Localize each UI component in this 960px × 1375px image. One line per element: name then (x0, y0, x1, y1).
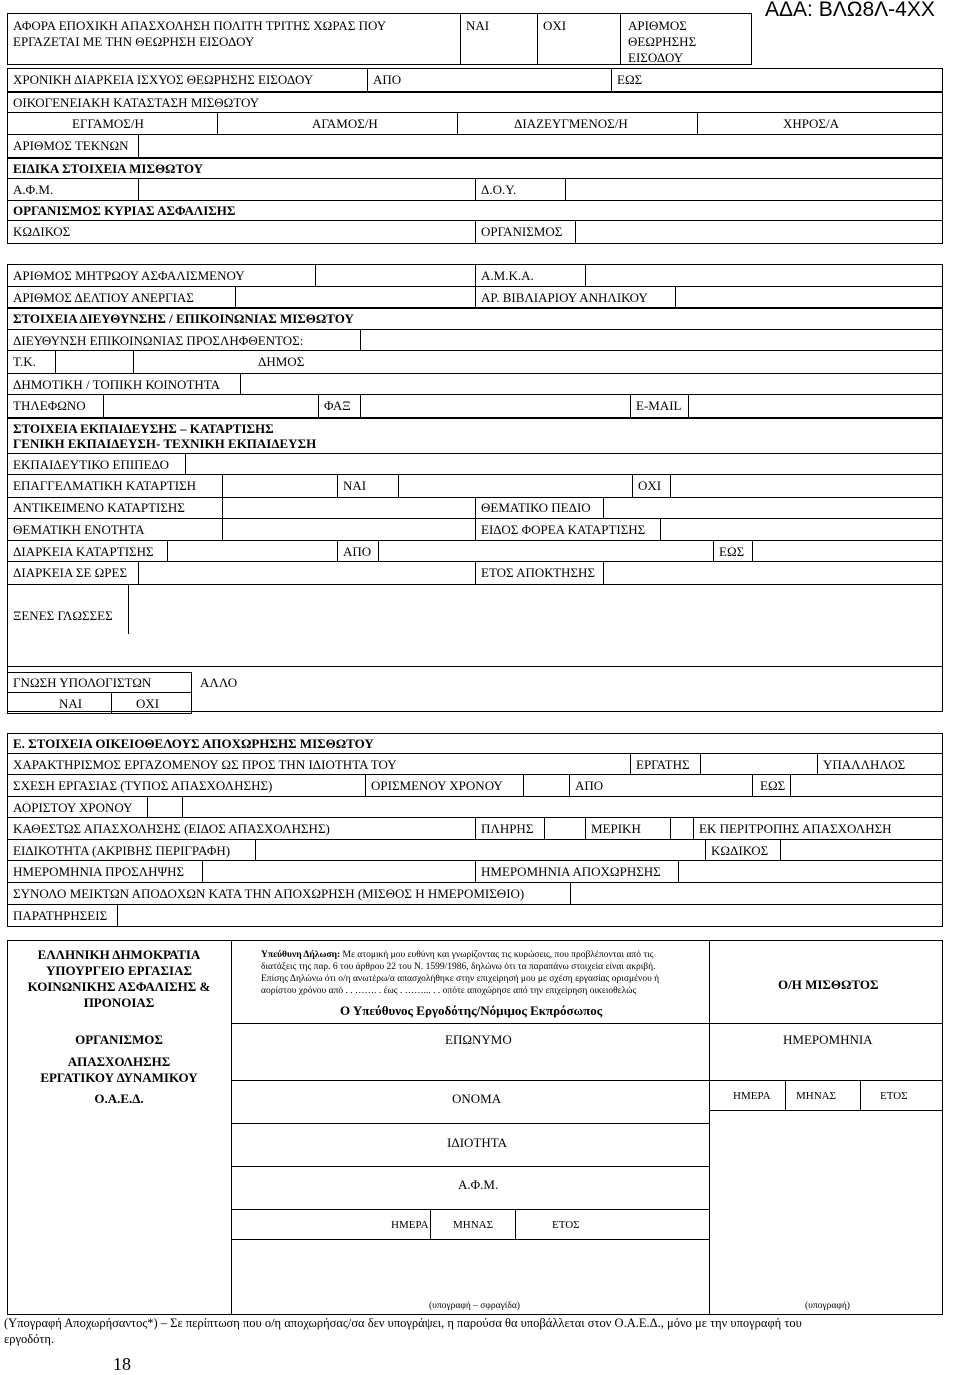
registry-label: ΑΡΙΘΜΟΣ ΜΗΤΡΩΟΥ ΑΣΦΑΛΙΣΜΕΝΟΥ (13, 268, 245, 283)
ministry-line-3: ΚΟΙΝΩΝΙΚΗΣ ΑΣΦΑΛΙΣΗΣ & (27, 979, 211, 994)
specialty-label: ΕΙΔΙΚΟΤΗΤΑ (ΑΚΡΙΒΗΣ ΠΕΡΙΓΡΑΦΗ) (13, 843, 231, 858)
hire-date-label: ΗΜΕΡΟΜΗΝΙΑ ΠΡΟΣΛΗΨΗΣ (13, 864, 185, 879)
address-title: ΣΤΟΙΧΕΙΑ ΔΙΕΥΘΥΝΣΗΣ / ΕΠΙΚΟΙΝΩΝΙΑΣ ΜΙΣΘΩΤΟΥ (13, 311, 354, 326)
vocational-label: ΕΠΑΓΓΕΛΜΑΤΙΚΗ ΚΑΤΑΡΤΙΣΗ (13, 478, 197, 493)
languages-label: ΞΕΝΕΣ ΓΛΩΣΣΕΣ (13, 608, 113, 623)
oaed-block (7, 1032, 231, 1107)
contact-label: ΔΙΕΥΘΥΝΣΗ ΕΠΙΚΟΙΝΩΝΙΑΣ ΠΡΟΣΛΗΦΘΕΝΤΟΣ: (13, 333, 304, 348)
declaration-heading: Υπεύθυνη Δήλωση: (261, 950, 341, 960)
email-label: E-MAIL (636, 398, 682, 413)
org-line-2: ΑΠΑΣΧΟΛΗΣΗΣ (67, 1054, 171, 1069)
doy-label: Δ.Ο.Υ. (481, 182, 517, 197)
code-label: ΚΩΔΙΚΟΣ (13, 224, 71, 239)
header-yes: ΝΑΙ (466, 18, 490, 33)
training-to-label: ΕΩΣ (719, 544, 745, 559)
part-time-option: ΜΕΡΙΚΗ (591, 821, 641, 836)
field-label: ΘΕΜΑΤΙΚΟ ΠΕΔΙΟ (481, 500, 591, 515)
education-subtitle: ΓΕΝΙΚΗ ΕΚΠΑΙΔΕΥΣΗ- ΤΕΧΝΙΚΗ ΕΚΠΑΙΔΕΥΣΗ (13, 436, 317, 451)
org-line-1: ΟΡΓΑΝΙΣΜΟΣ (75, 1032, 163, 1047)
departure-title: Ε. ΣΤΟΙΧΕΙΑ ΟΙΚΕΙΟΘΕΛΟΥΣ ΑΠΟΧΩΡΗΣΗΣ ΜΙΣΘΩΤΟΥ (13, 736, 374, 751)
municipality-label: ΔΗΜΟΣ (258, 354, 305, 369)
insurance-title: ΟΡΓΑΝΙΣΜΟΣ ΚΥΡΙΑΣ ΑΣΦΑΛΙΣΗΣ (13, 203, 236, 218)
remarks-label: ΠΑΡΑΤΗΡΗΣΕΙΣ (13, 908, 108, 923)
single-option: ΑΓΑΜΟΣ/Η (312, 116, 378, 131)
header-title: ΑΦΟΡΑ ΕΠΟΧΙΚΗ ΑΠΑΣΧΟΛΗΣΗ ΠΟΛΙΤΗ ΤΡΙΤΗΣ ΧΩΡΑΣ ΠΟΥ (13, 18, 387, 33)
visa-to-label: ΕΩΣ (617, 72, 643, 87)
visa-number-label-3: ΕΙΣΟΔΟΥ (628, 50, 684, 65)
signature-caption: (υπογραφή) (805, 1301, 850, 1311)
computer-yes: ΝΑΙ (59, 696, 83, 711)
specialty-code-label: ΚΩΔΙΚΟΣ (711, 843, 769, 858)
visa-number-label-2: ΘΕΩΡΗΣΗΣ (628, 34, 697, 49)
employer-signature-title: Ο Υπεύθυνος Εργοδότης/Νόμιμος Εκπρόσωπος (340, 1003, 603, 1018)
surname-label: ΕΠΩΝΥΜΟ (445, 1032, 512, 1047)
capacity-label: ΙΔΙΟΤΗΤΑ (447, 1135, 508, 1150)
ministry-block (7, 947, 231, 1011)
visa-number-label: ΑΡΙΘΜΟΣ (628, 18, 687, 33)
employee-date-label: ΗΜΕΡΟΜΗΝΙΑ (783, 1032, 873, 1047)
footer-afm-label: Α.Φ.Μ. (458, 1177, 499, 1192)
hours-label: ΔΙΑΡΚΕΙΑ ΣΕ ΩΡΕΣ (13, 565, 128, 580)
leave-date-label: ΗΜΕΡΟΜΗΝΙΑ ΑΠΟΧΩΡΗΣΗΣ (481, 864, 661, 879)
employee-title: Ο/Η ΜΙΣΘΩΤΟΣ (778, 977, 879, 992)
relation-from-label: ΑΠΟ (575, 778, 604, 793)
fax-label: ΦΑΞ (324, 398, 351, 413)
education-title: ΣΤΟΙΧΕΙΑ ΕΚΠΑΙΔΕΥΣΗΣ – ΚΑΤΑΡΤΙΣΗΣ (13, 421, 274, 436)
widowed-option: ΧΗΡΟΣ/Α (783, 116, 839, 131)
employer-day-label: ΗΜΕΡΑ (391, 1219, 429, 1231)
subject-label: ΑΝΤΙΚΕΙΜΕΝΟ ΚΑΤΑΡΤΙΣΗΣ (13, 500, 185, 515)
declaration-line-4: αορίστου χρόνου από . . ……. . έως . ……... . . οπότε αποχώρησε από την επιχείρηση οικειοθελώς (261, 985, 637, 996)
declaration-line-2: διατάξεις της παρ. 6 του άρθρου 22 του Ν. 1599/1986, δηλώνω ότι τα παραπάνω στοιχεία είναι ακριβή. (261, 961, 656, 972)
training-from-label: ΑΠΟ (343, 544, 372, 559)
relation-label: ΣΧΕΣΗ ΕΡΓΑΣΙΑΣ (ΤΥΠΟΣ ΑΠΑΣΧΟΛΗΣΗΣ) (13, 778, 273, 793)
provider-label: ΕΙΔΟΣ ΦΟΡΕΑ ΚΑΤΑΡΤΙΣΗΣ (481, 522, 646, 537)
relation-to-label: ΕΩΣ (760, 778, 786, 793)
ada-code: ΑΔΑ: ΒΛΩ8Λ-4ΧΧ (765, 0, 935, 21)
employee-month-label: ΜΗΝΑΣ (796, 1090, 837, 1102)
indefinite-option: ΑΟΡΙΣΤΟΥ ΧΡΟΝΟΥ (13, 800, 133, 815)
employee-day-label: ΗΜΕΡΑ (733, 1090, 771, 1102)
ministry-line-1: ΕΛΛΗΝΙΚΗ ΔΗΜΟΚΡΑΤΙΑ (37, 947, 201, 962)
family-title: ΟΙΚΟΓΕΝΕΙΑΚΗ ΚΑΤΑΣΤΑΣΗ ΜΙΣΘΩΤΟΥ (13, 95, 260, 110)
married-option: ΕΓΓΑΜΟΣ/Η (72, 116, 144, 131)
ministry-line-4: ΠΡΟΝΟΙΑΣ (83, 995, 155, 1010)
footnote-line-1: (Υπογραφή Αποχωρήσαντος*) – Σε περίπτωση που ο/η αποχωρήσας/σα δεν υπογράψει, η παρούσα θα υποβάλλεται στον Ο.Α.Ε.Δ., μόνο με την υπογραφή του (4, 1316, 802, 1330)
community-label: ΔΗΜΟΤΙΚΗ / ΤΟΠΙΚΗ ΚΟΙΝΟΤΗΤΑ (13, 377, 221, 392)
fixed-term-option: ΟΡΙΣΜΕΝΟΥ ΧΡΟΝΟΥ (371, 778, 503, 793)
computer-label: ΓΝΩΣΗ ΥΠΟΛΟΓΙΣΤΩΝ (13, 675, 152, 690)
other-label: ΑΛΛΟ (200, 675, 238, 690)
declaration-line-3: Επίσης Δηλώνω ότι ο/η ανωτέρω/α απασχολήθηκε στην επιχείρησή μου με σχέση εργασίας ορισμένου ή (261, 973, 660, 984)
children-label: ΑΡΙΘΜΟΣ ΤΕΚΝΩΝ (13, 138, 129, 153)
total-earnings-label: ΣΥΝΟΛΟ ΜΕΙΚΤΩΝ ΑΠΟΔΟΧΩΝ ΚΑΤΑ ΤΗΝ ΑΠΟΧΩΡΗΣΗ (ΜΙΣΘΟΣ Η ΗΜΕΡΟΜΙΣΘΙΟ) (13, 886, 525, 901)
worker-option: ΕΡΓΑΤΗΣ (636, 757, 690, 772)
employer-month-label: ΜΗΝΑΣ (453, 1219, 494, 1231)
header-no: ΟΧΙ (543, 18, 567, 33)
rotation-option: ΕΚ ΠΕΡΙΤΡΟΠΗΣ ΑΠΑΣΧΟΛΗΣΗ (699, 821, 892, 836)
org-line-3: ΕΡΓΑΤΙΚΟΥ ΔΥΝΑΜΙΚΟΥ (40, 1070, 198, 1085)
vocational-no: ΟΧΙ (638, 478, 662, 493)
amka-label: Α.Μ.Κ.Α. (481, 268, 534, 283)
footnote-line-2: εργοδότη. (4, 1332, 55, 1346)
first-name-label: ΟΝΟΜΑ (452, 1091, 502, 1106)
minor-book-label: ΑΡ. ΒΙΒΛΙΑΡΙΟΥ ΑΝΗΛΙΚΟΥ (481, 290, 648, 305)
visa-from-label: ΑΠΟ (373, 72, 402, 87)
afm-label: Α.Φ.Μ. (13, 182, 54, 197)
org-line-4: Ο.Α.Ε.Δ. (94, 1091, 144, 1106)
declaration-line-1: Με ατομική μου ευθύνη και γνωρίζοντας τις κυρώσεις, που προβλέπονται από τις (340, 950, 654, 960)
vocational-yes: ΝΑΙ (343, 478, 367, 493)
computer-no: ΟΧΙ (136, 696, 160, 711)
declaration-text (261, 950, 706, 998)
year-acquired-label: ΕΤΟΣ ΑΠΟΚΤΗΣΗΣ (481, 565, 595, 580)
unit-label: ΘΕΜΑΤΙΚΗ ΕΝΟΤΗΤΑ (13, 522, 145, 537)
employee-option: ΥΠΑΛΛΗΛΟΣ (823, 757, 906, 772)
characterisation-label: ΧΑΡΑΚΤΗΡΙΣΜΟΣ ΕΡΓΑΖΟΜΕΝΟΥ ΩΣ ΠΡΟΣ ΤΗΝ ΙΔΙΟΤΗΤΑ ΤΟΥ (13, 757, 397, 772)
employer-year-label: ΕΤΟΣ (552, 1219, 580, 1231)
level-label: ΕΚΠΑΙΔΕΥΤΙΚΟ ΕΠΙΠΕΔΟ (13, 457, 170, 472)
full-time-option: ΠΛΗΡΗΣ (481, 821, 534, 836)
training-duration-label: ΔΙΑΡΚΕΙΑ ΚΑΤΑΡΤΙΣΗΣ (13, 544, 154, 559)
divorced-option: ΔΙΑΖΕΥΓΜΕΝΟΣ/Η (514, 116, 628, 131)
employee-year-label: ΕΤΟΣ (880, 1090, 908, 1102)
status-label: ΚΑΘΕΣΤΩΣ ΑΠΑΣΧΟΛΗΣΗΣ (ΕΙΔΟΣ ΑΠΑΣΧΟΛΗΣΗΣ) (13, 821, 330, 836)
signature-stamp-caption: (υπογραφή – σφραγίδα) (429, 1301, 520, 1311)
org-label: ΟΡΓΑΝΙΣΜΟΣ (481, 224, 563, 239)
unemployment-label: ΑΡΙΘΜΟΣ ΔΕΛΤΙΟΥ ΑΝΕΡΓΙΑΣ (13, 290, 194, 305)
page-number: 18 (113, 1354, 131, 1374)
ministry-line-2: ΥΠΟΥΡΓΕΙΟ ΕΡΓΑΣΙΑΣ (46, 963, 192, 978)
visa-duration-label: ΧΡΟΝΙΚΗ ΔΙΑΡΚΕΙΑ ΙΣΧΥΟΣ ΘΕΩΡΗΣΗΣ ΕΙΣΟΔΟΥ (13, 72, 314, 87)
header-title-2: ΕΡΓΑΖΕΤΑΙ ΜΕ ΤΗΝ ΘΕΩΡΗΣΗ ΕΙΣΟΔΟΥ (13, 34, 255, 49)
phone-label: ΤΗΛΕΦΩΝΟ (13, 398, 86, 413)
special-title: ΕΙΔΙΚΑ ΣΤΟΙΧΕΙΑ ΜΙΣΘΩΤΟΥ (13, 161, 204, 176)
tk-label: Τ.Κ. (13, 354, 36, 369)
